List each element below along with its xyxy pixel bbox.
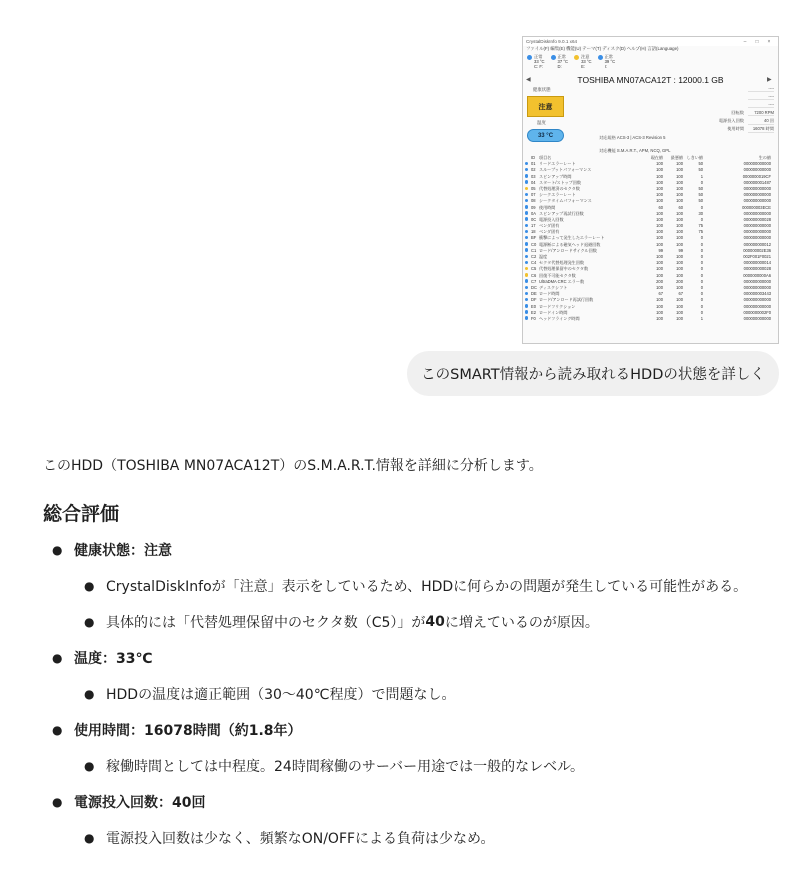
- cell-id: 05: [531, 185, 536, 191]
- list-item: [84, 828, 495, 848]
- disk-status: 注意: [581, 54, 590, 59]
- cell-raw: 0000000002F0: [743, 309, 771, 315]
- cell-thr: 30: [698, 210, 703, 216]
- cell-name: ディスクシフト: [539, 284, 568, 290]
- cell-name: 温度: [539, 254, 548, 259]
- disk-item: [551, 54, 569, 72]
- cell-id: C6: [531, 272, 537, 278]
- cell-wor: 100: [676, 260, 683, 266]
- cell-cur: 60: [658, 204, 663, 210]
- status-dot-icon: [551, 55, 556, 60]
- bullet-icon: ●: [84, 579, 95, 593]
- disk-temp: 33 °C: [534, 59, 545, 64]
- cell-id: C5: [531, 266, 537, 272]
- next-disk-icon: ▶: [767, 77, 772, 83]
- cell-thr: 50: [698, 167, 703, 173]
- disk-status: 正常: [534, 54, 543, 59]
- close-icon: ×: [767, 38, 771, 45]
- cell-id: C1: [531, 247, 537, 253]
- cell-name: 回復不可能セクタ数: [539, 272, 576, 278]
- cell-raw: 000000001487: [743, 179, 771, 185]
- summary-panel: [523, 86, 778, 141]
- cell-name: 代替処理済のセクタ数: [539, 185, 580, 191]
- cell-id: 03: [531, 173, 536, 179]
- disk-temp: 39 °C: [604, 59, 616, 64]
- cell-thr: 50: [698, 185, 703, 191]
- status-dot-icon: [525, 298, 528, 301]
- section-title: 温度：33℃: [74, 651, 153, 667]
- bullet-icon: ●: [52, 543, 63, 557]
- status-dot-icon: [525, 224, 528, 227]
- status-dot-icon: [527, 55, 532, 60]
- cell-cur: 100: [656, 266, 663, 272]
- cell-raw: 000000000000: [743, 198, 771, 204]
- response-intro: このHDD（TOSHIBA MN07ACA12T）のS.M.A.R.T.情報を詳細に分析します。: [43, 458, 543, 474]
- cell-raw: 000000002E36: [743, 247, 771, 253]
- cell-id: C4: [531, 260, 537, 266]
- cell-thr: 0: [700, 254, 703, 259]
- info-row: 電源投入回数 40 回: [718, 118, 774, 123]
- status-dot-icon: [525, 316, 528, 319]
- item-text: HDDの温度は適正範囲（30〜40℃程度）で問題なし。: [106, 687, 456, 703]
- bullet-icon: ●: [84, 759, 95, 773]
- cell-thr: 75: [698, 229, 703, 235]
- cell-cur: 100: [656, 223, 663, 229]
- cell-name: ロード時間: [539, 291, 560, 297]
- window-title: CrystalDiskInfo 9.0.1 x64: [526, 39, 578, 44]
- cell-cur: 100: [656, 192, 663, 198]
- cell-id: BF: [531, 235, 537, 241]
- disk-status: 正常: [604, 54, 613, 59]
- list-item: [84, 576, 747, 596]
- status-dot-icon: [525, 236, 528, 239]
- cell-cur: 100: [656, 315, 663, 321]
- cell-cur: 100: [656, 179, 663, 185]
- cell-name: 衝撃によって発生したエラーレート: [539, 235, 605, 241]
- cell-thr: 50: [698, 192, 703, 198]
- list-item: [52, 648, 152, 668]
- cell-name: ロードイン時間: [539, 309, 568, 315]
- cell-id: 01: [531, 161, 536, 167]
- status-dot-icon: [525, 211, 528, 214]
- cell-name: セクタ代替処理発生回数: [539, 260, 584, 266]
- cell-raw: 000000000028: [743, 216, 771, 222]
- status-dot-icon: [574, 55, 579, 60]
- cell-id: E2: [531, 309, 537, 315]
- cell-name: スピンアップ時間: [539, 173, 572, 179]
- cell-name: UltraDMA CRC エラー数: [539, 278, 585, 284]
- cell-cur: 100: [656, 235, 663, 241]
- cell-wor: 100: [676, 167, 683, 173]
- bullet-icon: ●: [52, 795, 63, 809]
- cell-raw: 000000000012: [743, 241, 771, 247]
- cell-raw: 000000000000: [743, 210, 771, 216]
- cell-wor: 100: [676, 198, 683, 204]
- cell-raw: 000000003443: [743, 291, 771, 297]
- cell-name: スタート/ストップ回数: [539, 179, 581, 185]
- temp-badge: 33 °C: [527, 129, 564, 142]
- cell-raw: 000000000000: [743, 192, 771, 198]
- cell-thr: 0: [700, 216, 703, 222]
- bullet-icon: ●: [52, 651, 63, 665]
- cell-raw: 000000000000: [743, 185, 771, 191]
- model-header: [523, 73, 778, 86]
- status-dot-icon: [525, 174, 528, 177]
- cell-wor: 100: [676, 315, 683, 321]
- cell-id: C7: [531, 278, 537, 284]
- cell-raw: 000000000000: [743, 297, 771, 303]
- cell-thr: 1: [700, 315, 703, 321]
- item-text: に増えているのが原因。: [444, 615, 599, 631]
- cell-id: F0: [531, 315, 536, 321]
- cell-raw: 000000000000: [743, 167, 771, 173]
- bullet-icon: ●: [52, 723, 63, 737]
- cell-wor: 100: [676, 216, 683, 222]
- cell-id: DF: [531, 297, 537, 303]
- cell-cur: 100: [656, 173, 663, 179]
- cell-wor: 100: [676, 241, 683, 247]
- cell-cur: 100: [656, 161, 663, 167]
- cell-cur: 67: [658, 291, 663, 297]
- cell-wor: 99: [678, 247, 683, 253]
- cell-raw: 000000000014: [743, 260, 771, 266]
- item-text: 稼働時間としては中程度。24時間稼働のサーバー用途では一般的なレベル。: [106, 759, 584, 775]
- cell-cur: 100: [656, 309, 663, 315]
- status-dot-icon: [525, 310, 528, 313]
- cell-wor: 100: [676, 272, 683, 278]
- cell-cur: 100: [656, 284, 663, 290]
- cell-id: 18: [531, 229, 536, 235]
- status-dot-icon: [525, 248, 528, 251]
- status-dot-icon: [525, 267, 528, 270]
- status-dot-icon: [525, 279, 528, 282]
- cell-name: スピンアップ再試行回数: [539, 210, 584, 216]
- disk-temp: 37 °C: [557, 59, 569, 64]
- cell-wor: 100: [676, 297, 683, 303]
- cell-thr: 0: [700, 204, 703, 210]
- menu-bar: ファイル(F) 編集(E) 機能(U) テーマ(T) ディスク(D) ヘルプ(H) 言語(Language): [526, 46, 679, 51]
- cell-name: リードエラーレート: [539, 161, 576, 167]
- cell-id: 0A: [531, 210, 537, 216]
- cell-raw: 000000000000: [743, 161, 771, 167]
- cell-thr: 50: [698, 161, 703, 167]
- cell-cur: 100: [656, 272, 663, 278]
- cell-cur: 200: [656, 278, 663, 284]
- cell-cur: 100: [656, 297, 663, 303]
- cell-wor: 100: [676, 161, 683, 167]
- section-title: 健康状態：注意: [74, 543, 172, 559]
- status-dot-icon: [525, 217, 528, 220]
- item-bold: 40: [425, 614, 445, 630]
- status-dot-icon: [525, 199, 528, 202]
- status-dot-icon: [525, 273, 528, 276]
- cell-cur: 100: [656, 210, 663, 216]
- item-text: 具体的には「代替処理保留中のセクタ数（C5）」が: [106, 615, 426, 631]
- cell-thr: 0: [700, 303, 703, 309]
- cell-name: ロード/アンロード再試行回数: [539, 297, 594, 303]
- cell-name: ヘッドフライング時間: [539, 315, 580, 321]
- cell-wor: 100: [676, 254, 683, 259]
- cell-id: 08: [531, 198, 536, 204]
- status-dot-icon: [525, 255, 528, 258]
- minimize-icon: –: [743, 38, 747, 45]
- cell-cur: 100: [656, 216, 663, 222]
- smart-table: [525, 155, 777, 322]
- cell-id: 09: [531, 204, 536, 210]
- cell-thr: 0: [700, 278, 703, 284]
- cell-wor: 100: [676, 173, 683, 179]
- cell-wor: 100: [676, 303, 683, 309]
- cell-wor: 60: [678, 204, 683, 210]
- prev-disk-icon: ◀: [526, 77, 531, 83]
- cell-id: 02: [531, 167, 536, 173]
- cell-id: DE: [531, 291, 537, 297]
- disk-item: [574, 54, 592, 72]
- cell-cur: 100: [656, 198, 663, 204]
- cell-id: 0C: [531, 216, 537, 222]
- cell-cur: 100: [656, 241, 663, 247]
- cell-raw: 0000000019CF: [742, 173, 771, 179]
- temp-label: 温度: [537, 120, 546, 125]
- cell-name: シークエラーレート: [539, 192, 576, 198]
- cell-raw: 0000000000A6: [743, 272, 771, 278]
- info-row: ----: [744, 94, 774, 100]
- cell-wor: 100: [676, 210, 683, 216]
- cell-cur: 99: [658, 247, 663, 253]
- status-dot-icon: [525, 292, 528, 295]
- cell-id: DC: [531, 284, 537, 290]
- cell-id: 04: [531, 179, 536, 185]
- status-dot-icon: [525, 193, 528, 196]
- cell-thr: 0: [700, 284, 703, 290]
- status-dot-icon: [525, 286, 528, 289]
- cell-thr: 0: [700, 266, 703, 272]
- cell-raw: 000000000000: [743, 229, 771, 235]
- item-text: CrystalDiskInfoが「注意」表示をしているため、HDDに何らかの問題が発生している可能性がある。: [106, 579, 748, 595]
- cell-raw: 000000000000: [743, 278, 771, 284]
- cell-name: ロード/アンロードサイクル回数: [539, 247, 597, 253]
- cell-id: 07: [531, 192, 536, 198]
- cell-name: シークタイムパフォーマンス: [539, 198, 592, 204]
- bullet-icon: ●: [84, 615, 95, 629]
- cell-wor: 200: [676, 278, 683, 284]
- cell-name: 電源断による磁気ヘッド退避回数: [539, 241, 601, 247]
- info-row: 回転数 7200 RPM: [731, 110, 774, 115]
- cell-cur: 100: [656, 229, 663, 235]
- cell-wor: 100: [676, 309, 683, 315]
- list-item: [84, 612, 599, 632]
- bullet-icon: ●: [84, 831, 95, 845]
- cell-wor: 67: [678, 291, 683, 297]
- cell-thr: 0: [700, 260, 703, 266]
- list-item: [84, 684, 455, 704]
- cell-id: E0: [531, 303, 537, 309]
- info-row: ----: [744, 86, 774, 92]
- table-header: ID 項目名 現在値 最悪値 しきい値 生の値: [531, 155, 771, 160]
- cell-cur: 100: [656, 260, 663, 266]
- standard-info: 対応規格 ACS-3 | ACS-3 Revision 5: [599, 135, 666, 140]
- status-dot-icon: [525, 242, 528, 245]
- cell-id: 17: [531, 223, 536, 229]
- cell-wor: 100: [676, 192, 683, 198]
- status-dot-icon: [525, 205, 528, 208]
- list-item: [52, 540, 172, 560]
- cell-thr: 50: [698, 198, 703, 204]
- list-item: [52, 792, 205, 812]
- disk-selector: [523, 53, 778, 73]
- disk-letter: I:: [604, 64, 607, 69]
- status-dot-icon: [525, 261, 528, 264]
- cell-thr: 0: [700, 235, 703, 241]
- cell-thr: 0: [700, 241, 703, 247]
- cell-name: 代替処理保留中のセクタ数: [539, 266, 589, 272]
- cell-raw: 000000000000: [743, 223, 771, 229]
- cell-wor: 100: [676, 223, 683, 229]
- cell-thr: 0: [700, 272, 703, 278]
- disk-item: [598, 54, 616, 72]
- disk-temp: 33 °C: [581, 59, 592, 64]
- cell-thr: 0: [700, 297, 703, 303]
- cell-name: ロードフリクション: [539, 303, 576, 309]
- disk-letter: E:: [581, 64, 586, 69]
- window-titlebar: [523, 37, 778, 46]
- cell-raw: 000000000028: [743, 266, 771, 272]
- cell-name: スループットパフォーマンス: [539, 167, 592, 173]
- bullet-icon: ●: [84, 687, 95, 701]
- cell-raw: 000000000000: [743, 235, 771, 241]
- disk-item: [527, 54, 545, 72]
- cell-thr: 0: [700, 309, 703, 315]
- cell-raw: 000000000000: [743, 284, 771, 290]
- item-text: 電源投入回数は少なく、頻繁なON/OFFによる負荷は少なめ。: [106, 831, 495, 847]
- cell-raw: 002F001F0021: [743, 254, 771, 259]
- model-name: TOSHIBA MN07ACA12T : 12000.1 GB: [577, 74, 724, 85]
- info-row: 使用時間 16078 時間: [727, 126, 774, 131]
- features-info: 対応機能 S.M.A.R.T., APM, NCQ, GPL: [599, 148, 671, 153]
- cell-raw: 000000000000: [743, 303, 771, 309]
- cell-wor: 100: [676, 235, 683, 241]
- cell-id: C0: [531, 241, 537, 247]
- cell-thr: 0: [700, 291, 703, 297]
- table-row: [525, 316, 777, 322]
- status-dot-icon: [525, 180, 528, 183]
- cell-wor: 100: [676, 266, 683, 272]
- disk-letter: D:: [557, 64, 562, 69]
- status-dot-icon: [525, 162, 528, 165]
- section-title: 使用時間：16078時間（約1.8年）: [74, 723, 302, 739]
- cell-wor: 100: [676, 229, 683, 235]
- health-label: 健康状態: [533, 87, 551, 92]
- maximize-icon: □: [755, 38, 759, 45]
- status-dot-icon: [525, 168, 528, 171]
- cell-cur: 100: [656, 303, 663, 309]
- response-heading: 総合評価: [43, 503, 120, 525]
- info-row: ----: [744, 102, 774, 108]
- status-dot-icon: [598, 55, 603, 60]
- cell-id: C2: [531, 254, 537, 259]
- cell-wor: 100: [676, 179, 683, 185]
- status-dot-icon: [525, 304, 528, 307]
- disk-letter: C: F:: [534, 64, 544, 69]
- cell-cur: 100: [656, 167, 663, 173]
- cell-name: 使用時間: [539, 204, 556, 210]
- cell-raw: 000000003ECE: [742, 204, 771, 210]
- cell-thr: 1: [700, 173, 703, 179]
- cell-thr: 0: [700, 247, 703, 253]
- cell-name: ベンダ固有: [539, 223, 560, 229]
- cell-name: 電源投入回数: [539, 216, 564, 222]
- status-dot-icon: [525, 230, 528, 233]
- cell-thr: 75: [698, 223, 703, 229]
- disk-status: 正常: [557, 54, 566, 59]
- user-message-bubble: このSMART情報から読み取れるHDDの状態を詳しく: [407, 351, 779, 396]
- cell-wor: 100: [676, 284, 683, 290]
- health-badge: 注意: [527, 96, 564, 117]
- cell-cur: 100: [656, 185, 663, 191]
- cell-cur: 100: [656, 254, 663, 259]
- section-title: 電源投入回数：40回: [74, 795, 206, 811]
- cell-wor: 100: [676, 185, 683, 191]
- cell-thr: 0: [700, 179, 703, 185]
- list-item: [52, 720, 302, 740]
- status-dot-icon: [525, 187, 528, 190]
- list-item: [84, 756, 584, 776]
- smart-screenshot-image[interactable]: [522, 36, 779, 344]
- cell-raw: 000000000000: [743, 315, 771, 321]
- cell-name: ベンダ固有: [539, 229, 560, 235]
